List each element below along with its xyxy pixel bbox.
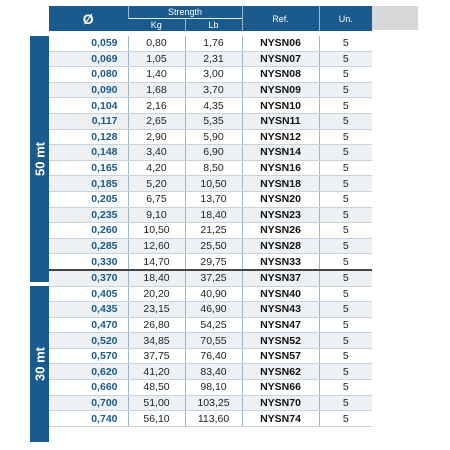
- diameter-cell: 0,470: [49, 317, 128, 333]
- ref-cell: NYSN18: [242, 176, 319, 192]
- lb-cell: 10,50: [185, 176, 242, 192]
- diameter-cell: 0,370: [49, 270, 128, 286]
- un-cell: 5: [319, 145, 372, 161]
- un-cell: 5: [319, 348, 372, 364]
- diameter-cell: 0,148: [49, 145, 128, 161]
- kg-cell: 10,50: [128, 223, 185, 239]
- ref-cell: NYSN26: [242, 223, 319, 239]
- un-cell: 5: [319, 270, 372, 286]
- lb-cell: 76,40: [185, 348, 242, 364]
- lb-cell: 29,75: [185, 254, 242, 270]
- lb-cell: 6,90: [185, 145, 242, 161]
- un-cell: 5: [319, 113, 372, 129]
- table-row: [49, 238, 372, 254]
- table-row: [49, 160, 372, 176]
- diameter-cell: 0,104: [49, 98, 128, 114]
- ref-cell: NYSN28: [242, 238, 319, 254]
- un-cell: 5: [319, 302, 372, 318]
- ref-cell: NYSN14: [242, 145, 319, 161]
- kg-cell: 14,70: [128, 254, 185, 270]
- kg-cell: 2,65: [128, 113, 185, 129]
- lb-cell: 46,90: [185, 302, 242, 318]
- lb-cell: 4,35: [185, 98, 242, 114]
- kg-cell: 5,20: [128, 176, 185, 192]
- kg-cell: 41,20: [128, 364, 185, 380]
- kg-cell: 0,80: [128, 36, 185, 51]
- kg-cell: 20,20: [128, 286, 185, 302]
- table-row: [49, 348, 372, 364]
- table-row: [49, 98, 372, 114]
- table-row: [49, 176, 372, 192]
- un-cell: 5: [319, 176, 372, 192]
- ref-cell: NYSN37: [242, 270, 319, 286]
- lb-cell: 25,50: [185, 238, 242, 254]
- ref-cell: NYSN16: [242, 160, 319, 176]
- ref-cell: NYSN57: [242, 348, 319, 364]
- header-kg: Kg: [128, 19, 185, 32]
- header-lb: Lb: [185, 19, 242, 32]
- ref-cell: NYSN23: [242, 207, 319, 223]
- diameter-cell: 0,740: [49, 411, 128, 427]
- un-cell: 5: [319, 36, 372, 51]
- un-cell: 5: [319, 82, 372, 98]
- lb-cell: 103,25: [185, 395, 242, 411]
- un-cell: 5: [319, 223, 372, 239]
- ref-cell: NYSN10: [242, 98, 319, 114]
- ref-cell: NYSN09: [242, 82, 319, 98]
- diameter-cell: 0,069: [49, 51, 128, 67]
- header-diameter: Ø: [49, 6, 128, 31]
- group-label-50mt: [30, 36, 49, 282]
- un-cell: 5: [319, 395, 372, 411]
- un-cell: 5: [319, 98, 372, 114]
- table-row: [49, 82, 372, 98]
- lb-cell: 2,31: [185, 51, 242, 67]
- lb-cell: 70,55: [185, 333, 242, 349]
- diameter-cell: 0,435: [49, 302, 128, 318]
- ref-cell: NYSN43: [242, 302, 319, 318]
- un-cell: 5: [319, 364, 372, 380]
- table-row: [49, 113, 372, 129]
- lb-cell: 21,25: [185, 223, 242, 239]
- ref-cell: NYSN11: [242, 113, 319, 129]
- diameter-cell: 0,285: [49, 238, 128, 254]
- kg-cell: 23,15: [128, 302, 185, 318]
- ref-cell: NYSN66: [242, 380, 319, 396]
- table-row: [49, 333, 372, 349]
- table-row: [49, 36, 372, 51]
- un-cell: 5: [319, 286, 372, 302]
- un-cell: 5: [319, 380, 372, 396]
- un-cell: 5: [319, 333, 372, 349]
- diameter-cell: 0,330: [49, 254, 128, 270]
- lb-cell: 18,40: [185, 207, 242, 223]
- kg-cell: 18,40: [128, 270, 185, 286]
- spec-table: [49, 36, 372, 427]
- group-label-30mt-text: 30 mt: [32, 347, 47, 381]
- group-label-30mt: [30, 286, 49, 442]
- table-row: [49, 270, 372, 286]
- diameter-cell: 0,185: [49, 176, 128, 192]
- lb-cell: 13,70: [185, 191, 242, 207]
- diameter-cell: 0,117: [49, 113, 128, 129]
- diameter-cell: 0,059: [49, 36, 128, 51]
- kg-cell: 26,80: [128, 317, 185, 333]
- header-strength: Strength: [128, 6, 242, 19]
- kg-cell: 37,75: [128, 348, 185, 364]
- table-row: [49, 223, 372, 239]
- un-cell: 5: [319, 411, 372, 427]
- ref-cell: NYSN07: [242, 51, 319, 67]
- lb-cell: 113,60: [185, 411, 242, 427]
- kg-cell: 51,00: [128, 395, 185, 411]
- table-row: [49, 411, 372, 427]
- ref-cell: NYSN70: [242, 395, 319, 411]
- ref-cell: NYSN08: [242, 67, 319, 83]
- table-header: [49, 6, 372, 31]
- un-cell: 5: [319, 129, 372, 145]
- lb-cell: 8,50: [185, 160, 242, 176]
- lb-cell: 98,10: [185, 380, 242, 396]
- ref-cell: NYSN52: [242, 333, 319, 349]
- table-row: [49, 302, 372, 318]
- group-label-50mt-text: 50 mt: [32, 142, 47, 176]
- kg-cell: 12,60: [128, 238, 185, 254]
- header-ref: Ref.: [242, 6, 319, 31]
- diameter-cell: 0,570: [49, 348, 128, 364]
- kg-cell: 2,90: [128, 129, 185, 145]
- kg-cell: 34,85: [128, 333, 185, 349]
- diameter-cell: 0,660: [49, 380, 128, 396]
- table-row: [49, 145, 372, 161]
- header-un: Un.: [319, 6, 372, 31]
- table-row: [49, 395, 372, 411]
- lb-cell: 5,90: [185, 129, 242, 145]
- diameter-cell: 0,128: [49, 129, 128, 145]
- table-row: [49, 51, 372, 67]
- table-row: [49, 286, 372, 302]
- diameter-cell: 0,235: [49, 207, 128, 223]
- table-row: [49, 191, 372, 207]
- ref-cell: NYSN40: [242, 286, 319, 302]
- table-row: [49, 67, 372, 83]
- lb-cell: 54,25: [185, 317, 242, 333]
- diameter-cell: 0,520: [49, 333, 128, 349]
- kg-cell: 6,75: [128, 191, 185, 207]
- diameter-cell: 0,090: [49, 82, 128, 98]
- un-cell: 5: [319, 67, 372, 83]
- un-cell: 5: [319, 317, 372, 333]
- kg-cell: 1,40: [128, 67, 185, 83]
- diameter-cell: 0,405: [49, 286, 128, 302]
- lb-cell: 83,40: [185, 364, 242, 380]
- ref-cell: NYSN47: [242, 317, 319, 333]
- spec-table-body: [49, 36, 372, 426]
- un-cell: 5: [319, 238, 372, 254]
- ref-cell: NYSN74: [242, 411, 319, 427]
- kg-cell: 9,10: [128, 207, 185, 223]
- kg-cell: 2,16: [128, 98, 185, 114]
- lb-cell: 37,25: [185, 270, 242, 286]
- un-cell: 5: [319, 207, 372, 223]
- ref-cell: NYSN06: [242, 36, 319, 51]
- diameter-cell: 0,205: [49, 191, 128, 207]
- lb-cell: 3,70: [185, 82, 242, 98]
- kg-cell: 4,20: [128, 160, 185, 176]
- ref-cell: NYSN20: [242, 191, 319, 207]
- lb-cell: 3,00: [185, 67, 242, 83]
- header-grey-tab: [372, 6, 418, 30]
- un-cell: 5: [319, 254, 372, 270]
- kg-cell: 1,05: [128, 51, 185, 67]
- ref-cell: NYSN33: [242, 254, 319, 270]
- kg-cell: 48,50: [128, 380, 185, 396]
- table-row: [49, 254, 372, 270]
- lb-cell: 40,90: [185, 286, 242, 302]
- lb-cell: 1,76: [185, 36, 242, 51]
- table-row: [49, 207, 372, 223]
- un-cell: 5: [319, 51, 372, 67]
- ref-cell: NYSN12: [242, 129, 319, 145]
- kg-cell: 1,68: [128, 82, 185, 98]
- diameter-cell: 0,260: [49, 223, 128, 239]
- un-cell: 5: [319, 160, 372, 176]
- kg-cell: 3,40: [128, 145, 185, 161]
- ref-cell: NYSN62: [242, 364, 319, 380]
- table-row: [49, 129, 372, 145]
- table-row: [49, 317, 372, 333]
- diameter-cell: 0,700: [49, 395, 128, 411]
- lb-cell: 5,35: [185, 113, 242, 129]
- table-row: [49, 380, 372, 396]
- table-row: [49, 364, 372, 380]
- diameter-cell: 0,620: [49, 364, 128, 380]
- diameter-cell: 0,165: [49, 160, 128, 176]
- kg-cell: 56,10: [128, 411, 185, 427]
- diameter-cell: 0,080: [49, 67, 128, 83]
- un-cell: 5: [319, 191, 372, 207]
